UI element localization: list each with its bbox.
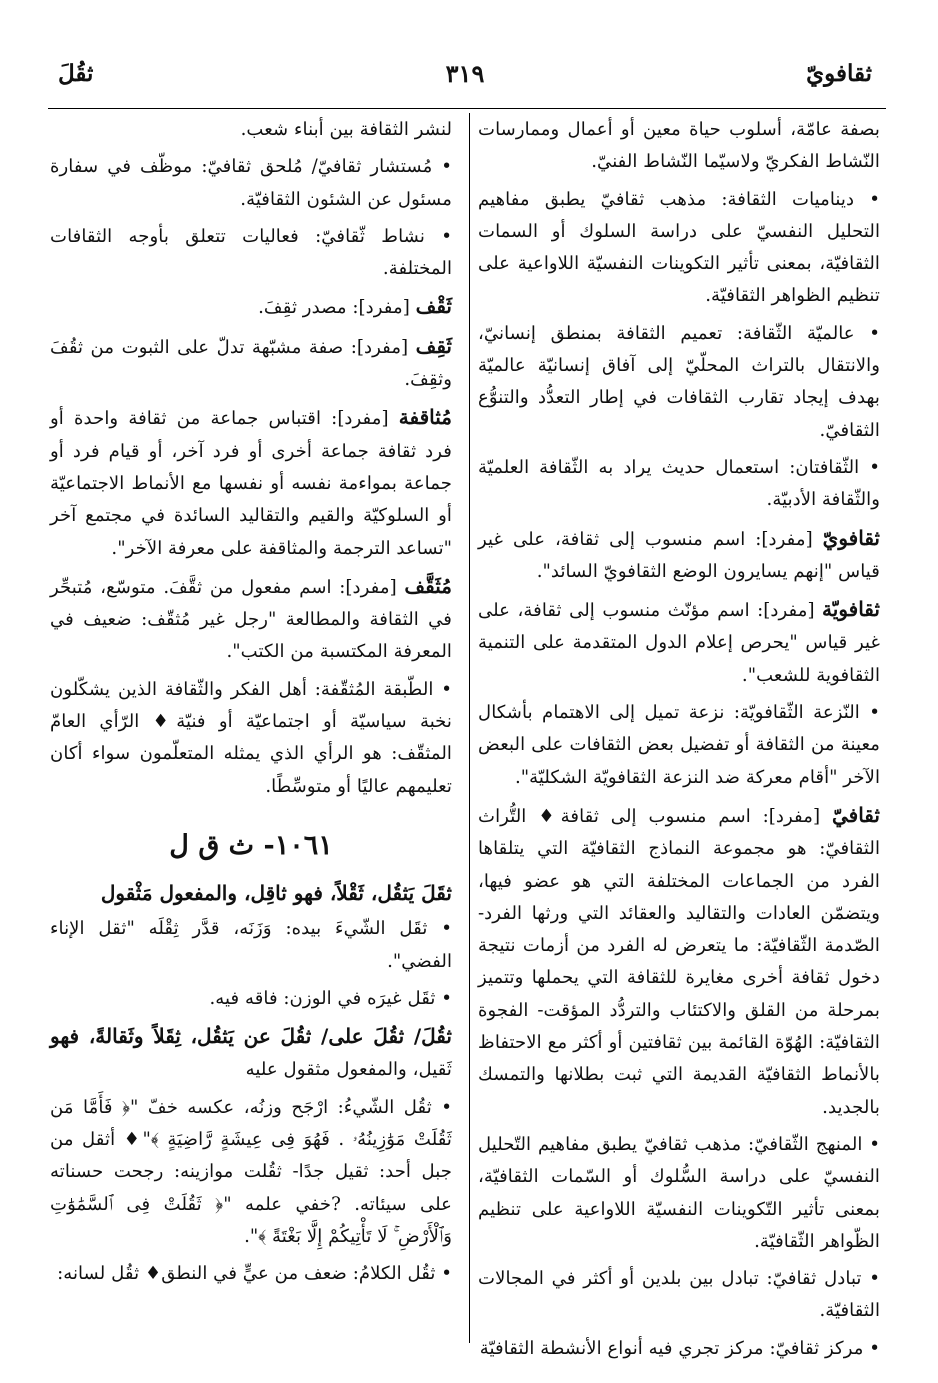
dictionary-entry (478, 452, 880, 517)
dictionary-entry (478, 184, 880, 313)
dictionary-entry (478, 593, 880, 692)
entry-text: • ثقُل الكلامُ: ضعف من عيٍّ في النطق♦ ثقُل لسانه: (57, 1263, 452, 1285)
dictionary-entry (50, 151, 452, 216)
dictionary-entry (50, 221, 452, 286)
dictionary-entry (50, 983, 452, 1015)
entry-text: [مفرد]: اسم مؤنّث منسوب إلى ثقافة، على غير قياس "يحرص إعلام الدول المتقدمة على التنمية الثقافوية للشعب". (478, 600, 880, 686)
entry-text: [مفرد]: صفة مشبّهة تدلّ على الثبوت من ثقُفَ وثقِفَ. (50, 336, 452, 391)
dictionary-entry (478, 697, 880, 794)
right-column (478, 114, 880, 1370)
entry-text: [مفرد]: مصدر ثقِفَ. (258, 297, 416, 319)
dictionary-entry (50, 674, 452, 803)
left-entries (50, 114, 452, 803)
entry-text: • مركز ثقافيّ: مركز تجري فيه أنواع الأنشطة الثقافيّة (479, 1337, 880, 1359)
column-divider (469, 113, 470, 1343)
entry-text: لنشر الثقافة بين أبناء شعب. (240, 119, 452, 140)
section-heading: ١٠٦١- ث ق ل (169, 829, 333, 861)
entry-headword: ثقافيّ (831, 802, 880, 827)
dictionary-entry (478, 114, 880, 179)
page-number: ٣١٩ (445, 58, 485, 88)
entry-headword: مُثاقفة (398, 405, 452, 430)
entry-text: • ثقَل الشّيءَ بيده: وَزَنَه، قدَّر ثِقْلَه "ثقل الإناء الفضي". (50, 918, 452, 972)
dictionary-entry (478, 522, 880, 589)
entry-text: [مفرد]: اسم مفعول من ثقَّفَ. متوسّع، مُتبحِّر في الثقافة والمطالعة "رجل غير مُثقّف: ضعيف في المعرفة المكتسبة من الكتب". (50, 576, 452, 663)
dictionary-entry (50, 913, 452, 978)
dictionary-entry (50, 1258, 452, 1290)
entry-text: • ثقُل الشّيءُ: ارْجَح وزنُه، عكسه خفّ "﴿ فَأَمَّا مَن ثَقُلَتْ مَوَٰزِينُهُۥ . فَهُوَ فِى عِيشَةٍ رَّاضِيَةٍ ﴾"♦ أثقل من جبل أحد: ثقيل جدًا- ثقُلت موازينه: رجحت حسناته على سيئاته. ?خفي علمه "﴿ ثَقُلَتْ فِى ٱلسَّمَٰوَٰتِ وَٱلْأَرْضِ ۚ لَا تَأْتِيكُمْ إِلَّا بَغْتَةً ﴾". (50, 1096, 452, 1247)
entry-text: • ديناميات الثقافة: مذهب ثقافيّ يطبق مفاهيم التحليل النفسيّ على دراسة السلوك أو السمات الثقافيّة، بمعنى تأثير التكوينات النفسيّة اللاواعية على تنظيم الظواهر الثقافيّة. (478, 188, 880, 307)
page-header (58, 48, 872, 98)
entry-text: ثقَلَ يَثقُل، ثَقْلاً، فهو ثاقِل، والمفعول مَثْقول (100, 880, 452, 905)
entry-text: [مفرد]: اسم منسوب إلى ثقافة، على غير قياس "إنهم يسايرون الوضع الثقافويّ السائد". (478, 528, 880, 582)
dictionary-entry (50, 570, 452, 669)
dictionary-entry (50, 114, 452, 146)
entry-text: • النّزعة الثّقافويّة: نزعة تميل إلى الاهتمام بأشكال معينة من الثقافة أو تفضيل بعض الثقافات على البعض الآخر "أقام معركة ضد النزعة الثقافويّة الشكليّة". (478, 702, 880, 788)
entry-text: • نشاط ثّقافيّ: فعاليات تتعلق بأوجه الثقافات المختلفة. (50, 225, 452, 280)
dictionary-entry (478, 799, 880, 1124)
section-entries (50, 877, 452, 1291)
entry-text: • المنهج الثّقافيّ: مذهب ثقافيّ يطبق مفاهيم التّحليل النفسيّ على دراسة السُّلوك أو السّمات الثقافيّة، بمعنى تأثير التّكوينات النفسيّة اللاواعية على تنظيم الظّواهر الثّقافيّة. (478, 1133, 880, 1252)
guide-word-right: ثقافويّ (806, 59, 872, 87)
dictionary-entry (478, 1263, 880, 1328)
entry-text: بصفة عامّة، أسلوب حياة معين أو أعمال وممارسات النّشاط الفكريّ ولاسيّما النّشاط الفنيّ. (478, 119, 880, 173)
header-rule (48, 108, 886, 109)
dictionary-entry (50, 290, 452, 324)
left-column (50, 114, 452, 1296)
entry-headword: ثَقْف (415, 294, 452, 319)
dictionary-entry (478, 1129, 880, 1258)
entry-root-form: ثقُلَ/ ثقُلَ على/ ثقُلَ عن يَثقُل، ثِقَلاً وثَقالةً، فهو (50, 1024, 452, 1049)
entry-text: [مفرد]: اقتباس جماعة من ثقافة واحدة أو فرد ثقافة جماعة أخرى أو فرد آخر، أو قيام فرد أو جماعة بمواءمة نفسه أو نفسها مع الأنماط الاجتماعيّة أو السلوكيّة والقيم والتقاليد السائدة في مجتمع آخر "تساعد الترجمة والمثاقفة على معرفة الآخر". (50, 408, 452, 559)
entry-text: • ثقَل غيرَه في الوزن: فاقه فيه. (209, 987, 452, 1009)
dictionary-entry (50, 1092, 452, 1253)
entry-headword: ثَقِف (415, 333, 452, 358)
entry-text: • الثّقافتان: استعمال حديث يراد به الثّقافة العلميّة والثّقافة الأدبيّة. (478, 456, 880, 511)
dictionary-entry (478, 318, 880, 447)
guide-word-left: ثقُلَ (58, 59, 94, 87)
entry-text: ثَقيل، والمفعول مثقول عليه (245, 1059, 452, 1081)
entry-text: • عالميّة الثّقافة: تعميم الثقافة بمنطق إنسانيّ، والانتقال بالتراث المحلّيّ إلى آفاق إنسانيّة عالميّة بهدف إيجاد تقارب الثقافات في إطار التعدُّد والتنوُّع الثقافيّ. (478, 322, 880, 441)
entry-headword: ثقافويّ (822, 525, 880, 550)
dictionary-entry (50, 1020, 452, 1087)
dictionary-entry (478, 1333, 880, 1365)
entry-text: • تبادل ثقافيّ: تبادل بين بلدين أو أكثر في المجالات الثقافيّة. (478, 1268, 880, 1322)
entry-headword: ثقافويّة (822, 597, 880, 622)
dictionary-entry (50, 401, 452, 564)
entry-headword: مُثَقَّف (404, 573, 452, 598)
entry-text: • الطّبقة المُثقّفة: أهل الفكر والثّقافة الذين يشكّلون نخبة سياسيّة أو اجتماعيّة أو فنيّة♦ الرّأي العامّ المثقّف: هو الرأي الذي يمثله المتعلّمون سواء أكان تعليمهم عاليًا أو متوسِّطًا. (50, 678, 452, 797)
dictionary-entry (50, 877, 452, 909)
dictionary-entry (50, 330, 452, 397)
entry-text: [مفرد]: اسم منسوب إلى ثقافة♦ التُّراث الثقافيّ: هو مجموعة النماذج الثقافيّة التي يتلقاها الفرد من الجماعات المختلفة التي هو عضو فيها، ويتضمّن العادات والتقاليد والعقائد التي ورثها الفرد- الصّدمة الثّقافيّة: ما يتعرض له الفرد من أزمات نتيجة دخول ثقافة أخرى مغايرة للثقافة التي يحملها وتتميز بمرحلة من القلق والاكتئاب والتردُّد المؤقت- الفجوة الثقافيّة: الهُوّة القائمة بين ثقافتين أو أكثر مع الاحتفاظ بالأنماط الثقافيّة القديمة التي ثبت بطلانها والتمسك بالجديد. (478, 805, 880, 1118)
entry-text: • مُستشار ثقافيّ/ مُلحق ثقافيّ: موظّف في سفارة مسئول عن الشئون الثقافيّة. (50, 156, 452, 210)
